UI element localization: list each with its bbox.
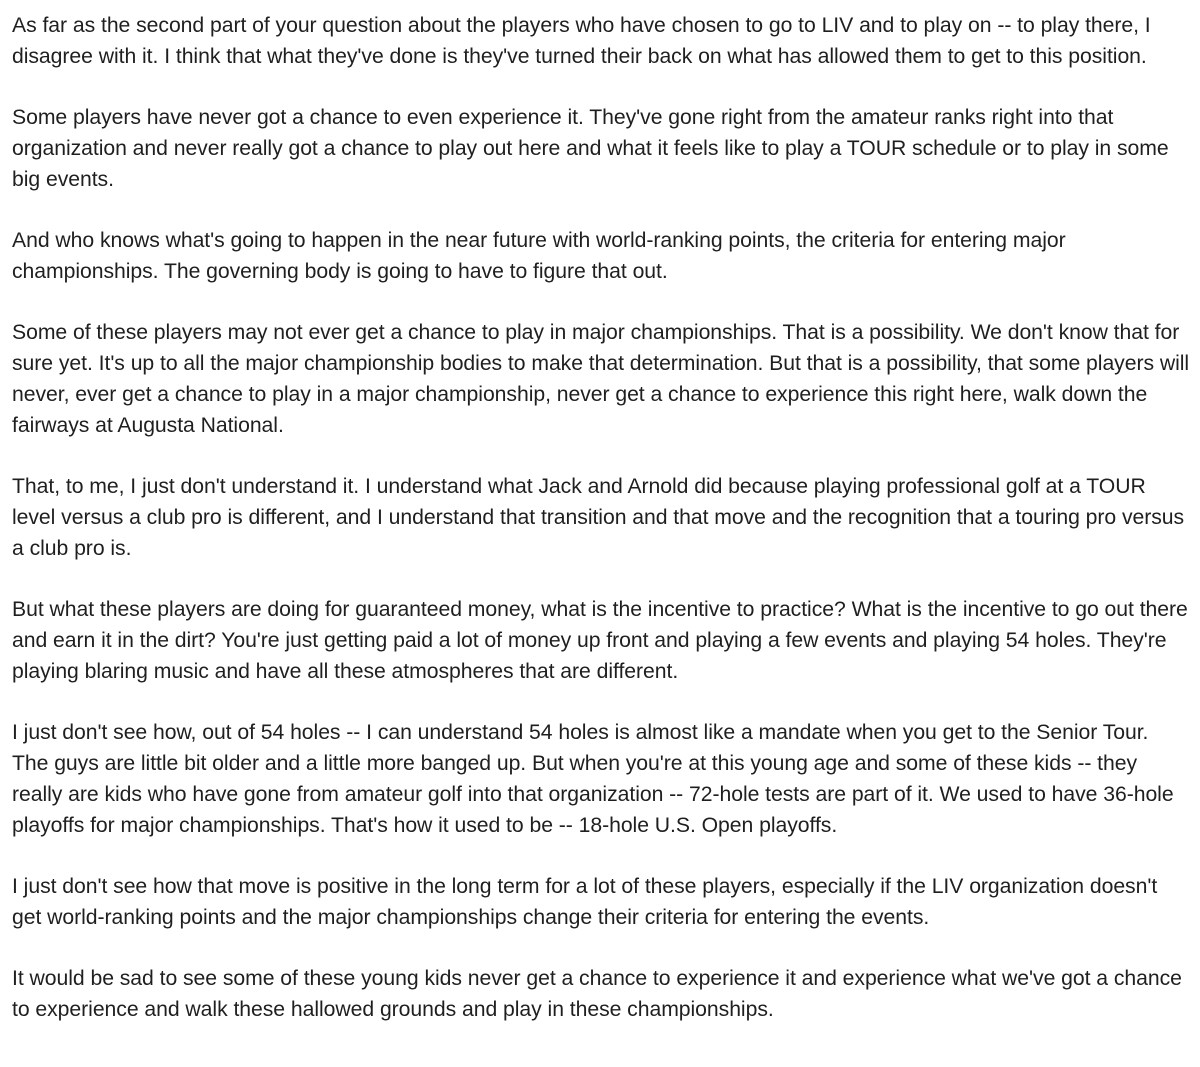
paragraph-2: Some players have never got a chance to even experience it. They've gone right from the amateur ranks right into that organization and never really got a chance to play out here and what it feels like to play a TOUR schedule or to play in some big events. <box>12 106 1169 191</box>
paragraph-1: As far as the second part of your question about the players who have chosen to go to LIV and to play on -- to play there, I disagree with it. I think that what they've done is they've turned their back on what has allowed them to get to this position. <box>12 14 1151 68</box>
paragraph-5: That, to me, I just don't understand it. I understand what Jack and Arnold did because playing professional golf at a TOUR level versus a club pro is different, and I understand that transition and that move and the recognition that a touring pro versus a club pro is. <box>12 475 1185 560</box>
paragraph-4: Some of these players may not ever get a chance to play in major championships. That is a possibility. We don't know that for sure yet. It's up to all the major championship bodies to make that determination. But that is a possibility, that some players will never, ever get a chance to play in a major championship, never get a chance to experience this right here, walk down the fairways at Augusta National. <box>12 321 1190 437</box>
paragraph-8: I just don't see how that move is positive in the long term for a lot of these players, especially if the LIV organization doesn't get world-ranking points and the major championships change their criteria for entering the events. <box>12 875 1158 929</box>
paragraph-7: I just don't see how, out of 54 holes -- I can understand 54 holes is almost like a mandate when you get to the Senior Tour. The guys are little bit older and a little more banged up. But when you're at this young age and some of these kids -- they really are kids who have gone from amateur golf into that organization -- 72-hole tests are part of it. We used to have 36-hole playoffs for major championships. That's how it used to be -- 18-hole U.S. Open playoffs. <box>12 721 1174 837</box>
paragraph-6: But what these players are doing for guaranteed money, what is the incentive to practice? What is the incentive to go out there and earn it in the dirt? You're just getting paid a lot of money up front and playing a few events and playing 54 holes. They're playing blaring music and have all these atmospheres that are different. <box>12 598 1188 683</box>
paragraph-3: And who knows what's going to happen in the near future with world-ranking points, the criteria for entering major championships. The governing body is going to have to figure that out. <box>12 229 1066 283</box>
paragraph-9: It would be sad to see some of these young kids never get a chance to experience it and experience what we've got a chance to experience and walk these hallowed grounds and play in these championships. <box>12 967 1182 1021</box>
